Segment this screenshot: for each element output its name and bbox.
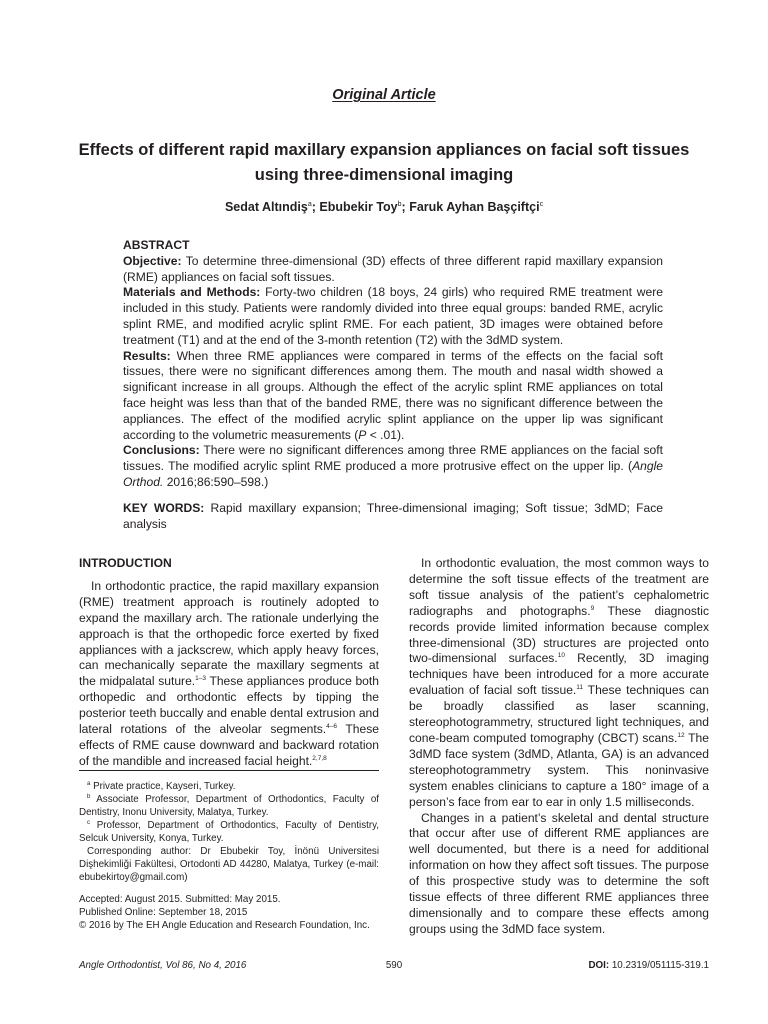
- abstract-objective: [123, 254, 663, 286]
- corresponding-author: Corresponding author: Dr Ebubekir Toy, İnönü Universitesi Dişhekimliği Fakültesi, Ortodonti AD 44280, Malatya, Turkey (e-mail: ebubekirtoy@gmail.com): [79, 846, 379, 883]
- footnote-text: Associate Professor, Department of Orthodontics, Faculty of Dentistry, Inonu University, Malatya, Turkey.: [79, 794, 379, 818]
- footnote-mark: a: [87, 781, 91, 787]
- abstract-heading: ABSTRACT: [123, 238, 190, 252]
- author-separator: ;: [401, 200, 410, 214]
- body-text: These techniques can be broadly classified as laser scanning, stereophotogrammetry, structured light techniques, and cone-beam computed tomography (CBCT) scans.: [409, 683, 709, 745]
- author-affiliation-mark: c: [539, 201, 544, 208]
- body-text: The 3dMD face system (3dMD, Atlanta, GA) is an advanced stereophotogrammetry system. This noninvasive system enables clinicians to capture a 180° image of a person’s face from ear to ear in only 1.5 milliseconds.: [409, 730, 709, 809]
- footnote-mark: c: [87, 820, 90, 826]
- intro-text: These appliances produce both orthopedic and orthodontic effects by tipping the posterior teeth buccally and enable dental extrusion and lateral rotations of the alveolar segments.: [79, 674, 379, 737]
- body-paragraph: [409, 556, 709, 811]
- reference-mark: 4–6: [326, 723, 338, 731]
- abstract-methods: [123, 285, 663, 348]
- body-text: These diagnostic records provide limited information because complex three-dimensional (3D) structures are projected onto two-dimensional surfaces.: [409, 603, 710, 666]
- copyright-notice: © 2016 by The EH Angle Education and Research Foundation, Inc.: [79, 920, 370, 931]
- footnote-text: Professor, Department of Orthodontics, Faculty of Dentistry, Selcuk University, Konya, Turkey.: [79, 820, 379, 844]
- conclusions-label: Conclusions:: [123, 443, 200, 458]
- author-affiliation-mark: b: [397, 201, 402, 208]
- author-name: Sedat Altındiş: [224, 200, 308, 214]
- author-name: Faruk Ayhan Başçiftçi: [409, 200, 540, 214]
- footnotes: [79, 780, 379, 932]
- author-list: [0, 200, 768, 214]
- objective-text: To determine three-dimensional (3D) effects of three different rapid maxillary expansion (RME) appliances on facial soft tissues.: [123, 253, 663, 284]
- methods-text: Forty-two children (18 boys, 24 girls) who required RME treatment were included in this study. Patients were randomly divided into three equal groups: banded RME, acrylic splint RME, and modified acrylic splint RME. For each patient, 3D images were obtained before treatment (T1) and at the end of the 3-month retention (T2) with the 3dMD system.: [123, 285, 663, 347]
- author-affiliation-mark: a: [307, 201, 312, 208]
- doi-label: DOI:: [588, 960, 610, 971]
- doi-value: 10.2319/051115-319.1: [609, 960, 709, 971]
- reference-mark: 9: [590, 604, 595, 612]
- intro-paragraph: [79, 579, 379, 770]
- abstract-results: [123, 349, 663, 444]
- reference-mark: 2,7,8: [312, 754, 327, 762]
- keywords: [123, 501, 663, 533]
- left-column: [79, 556, 379, 770]
- page-number: 590: [385, 960, 403, 971]
- citation-journal: Angle Orthod.: [123, 459, 663, 489]
- conclusions-text: There were no significant differences among three RME appliances on the facial soft tissues. The modified acrylic splint RME produced a more protrusive effect on the upper lip. (: [123, 443, 663, 474]
- footnote-affiliation: [79, 819, 379, 845]
- accepted-date: Accepted: August 2015. Submitted: May 2015.: [79, 894, 281, 905]
- body-paragraph: Changes in a patient’s skeletal and dental structure that occur after use of different RME appliances are well documented, but there is a need for additional information on how they affect soft tissues. The purpose of this prospective study was to determine the soft tissue effects of three different RME appliances three dimensionally and to compare these effects among groups using the 3dMD face system.: [409, 810, 709, 936]
- keywords-text: Rapid maxillary expansion; Three-dimensional imaging; Soft tissue; 3dMD; Face analysis: [123, 500, 663, 531]
- published-date: Published Online: September 18, 2015: [79, 907, 248, 918]
- journal-citation: Angle Orthodontist, Vol 86, No 4, 2016: [79, 960, 247, 971]
- abstract-conclusions: [123, 443, 663, 490]
- reference-mark: 10: [557, 652, 565, 660]
- right-column: [409, 556, 709, 938]
- section-heading-introduction: INTRODUCTION: [79, 556, 172, 570]
- reference-mark: 12: [677, 731, 685, 739]
- article-type: [0, 87, 768, 103]
- footnote-affiliation: [79, 793, 379, 819]
- keywords-label: KEY WORDS:: [123, 500, 205, 515]
- reference-mark: 1–3: [195, 675, 207, 683]
- footnote-mark: b: [87, 794, 91, 800]
- footnote-spacer: [79, 884, 379, 893]
- article-type-label: Original Article: [332, 87, 436, 103]
- footnote-affiliation: [79, 780, 379, 793]
- results-label: Results:: [123, 348, 171, 363]
- body-text: Recently, 3D imaging techniques have been introduced for a more accurate evaluation of facial soft tissue.: [409, 651, 710, 698]
- author-separator: ;: [311, 200, 320, 214]
- footnote-text: Private practice, Kayseri, Turkey.: [90, 781, 236, 792]
- footnote-divider: [79, 770, 379, 771]
- objective-label: Objective:: [123, 253, 182, 268]
- citation-details: 2016;86:590–598.): [163, 474, 269, 489]
- methods-label: Materials and Methods:: [123, 285, 261, 300]
- article-title: Effects of different rapid maxillary expansion appliances on facial soft tissues using three-dimensional imaging: [78, 141, 690, 184]
- doi: [588, 960, 709, 971]
- intro-text: In orthodontic practice, the rapid maxillary expansion (RME) treatment approach is routinely adopted to expand the maxillary arch. The rationale underlying the approach is that the orthopedic force exerted by fixed appliances with a jackscrew, which apply heavy forces, can mechanically separate the maxillary segments at the midpalatal suture.: [79, 578, 379, 689]
- results-p-symbol: P: [358, 427, 367, 442]
- reference-mark: 11: [576, 684, 584, 692]
- results-p-value: < .01).: [366, 427, 405, 442]
- intro-text: These effects of RME cause downward and backward rotation of the mandible and increased facial height.: [79, 722, 379, 768]
- author-name: Ebubekir Toy: [319, 200, 398, 214]
- abstract: [123, 238, 663, 532]
- body-text: In orthodontic evaluation, the most common ways to determine the soft tissue effects of the treatment are soft tissue analysis of the patient’s cephalometric radiographs and photographs.: [409, 556, 709, 618]
- results-text: When three RME appliances were compared in terms of the effects on the facial soft tissues, there were no significant differences among them. The mouth and nasal width showed a significant increase in all groups. Although the effect of the acrylic splint RME appliances on total face height was less than that of the banded RME, there was no significant difference between the appliances. The effect of the modified acrylic splint appliance on the upper lip was significant according to the volumetric measurements (: [123, 348, 663, 442]
